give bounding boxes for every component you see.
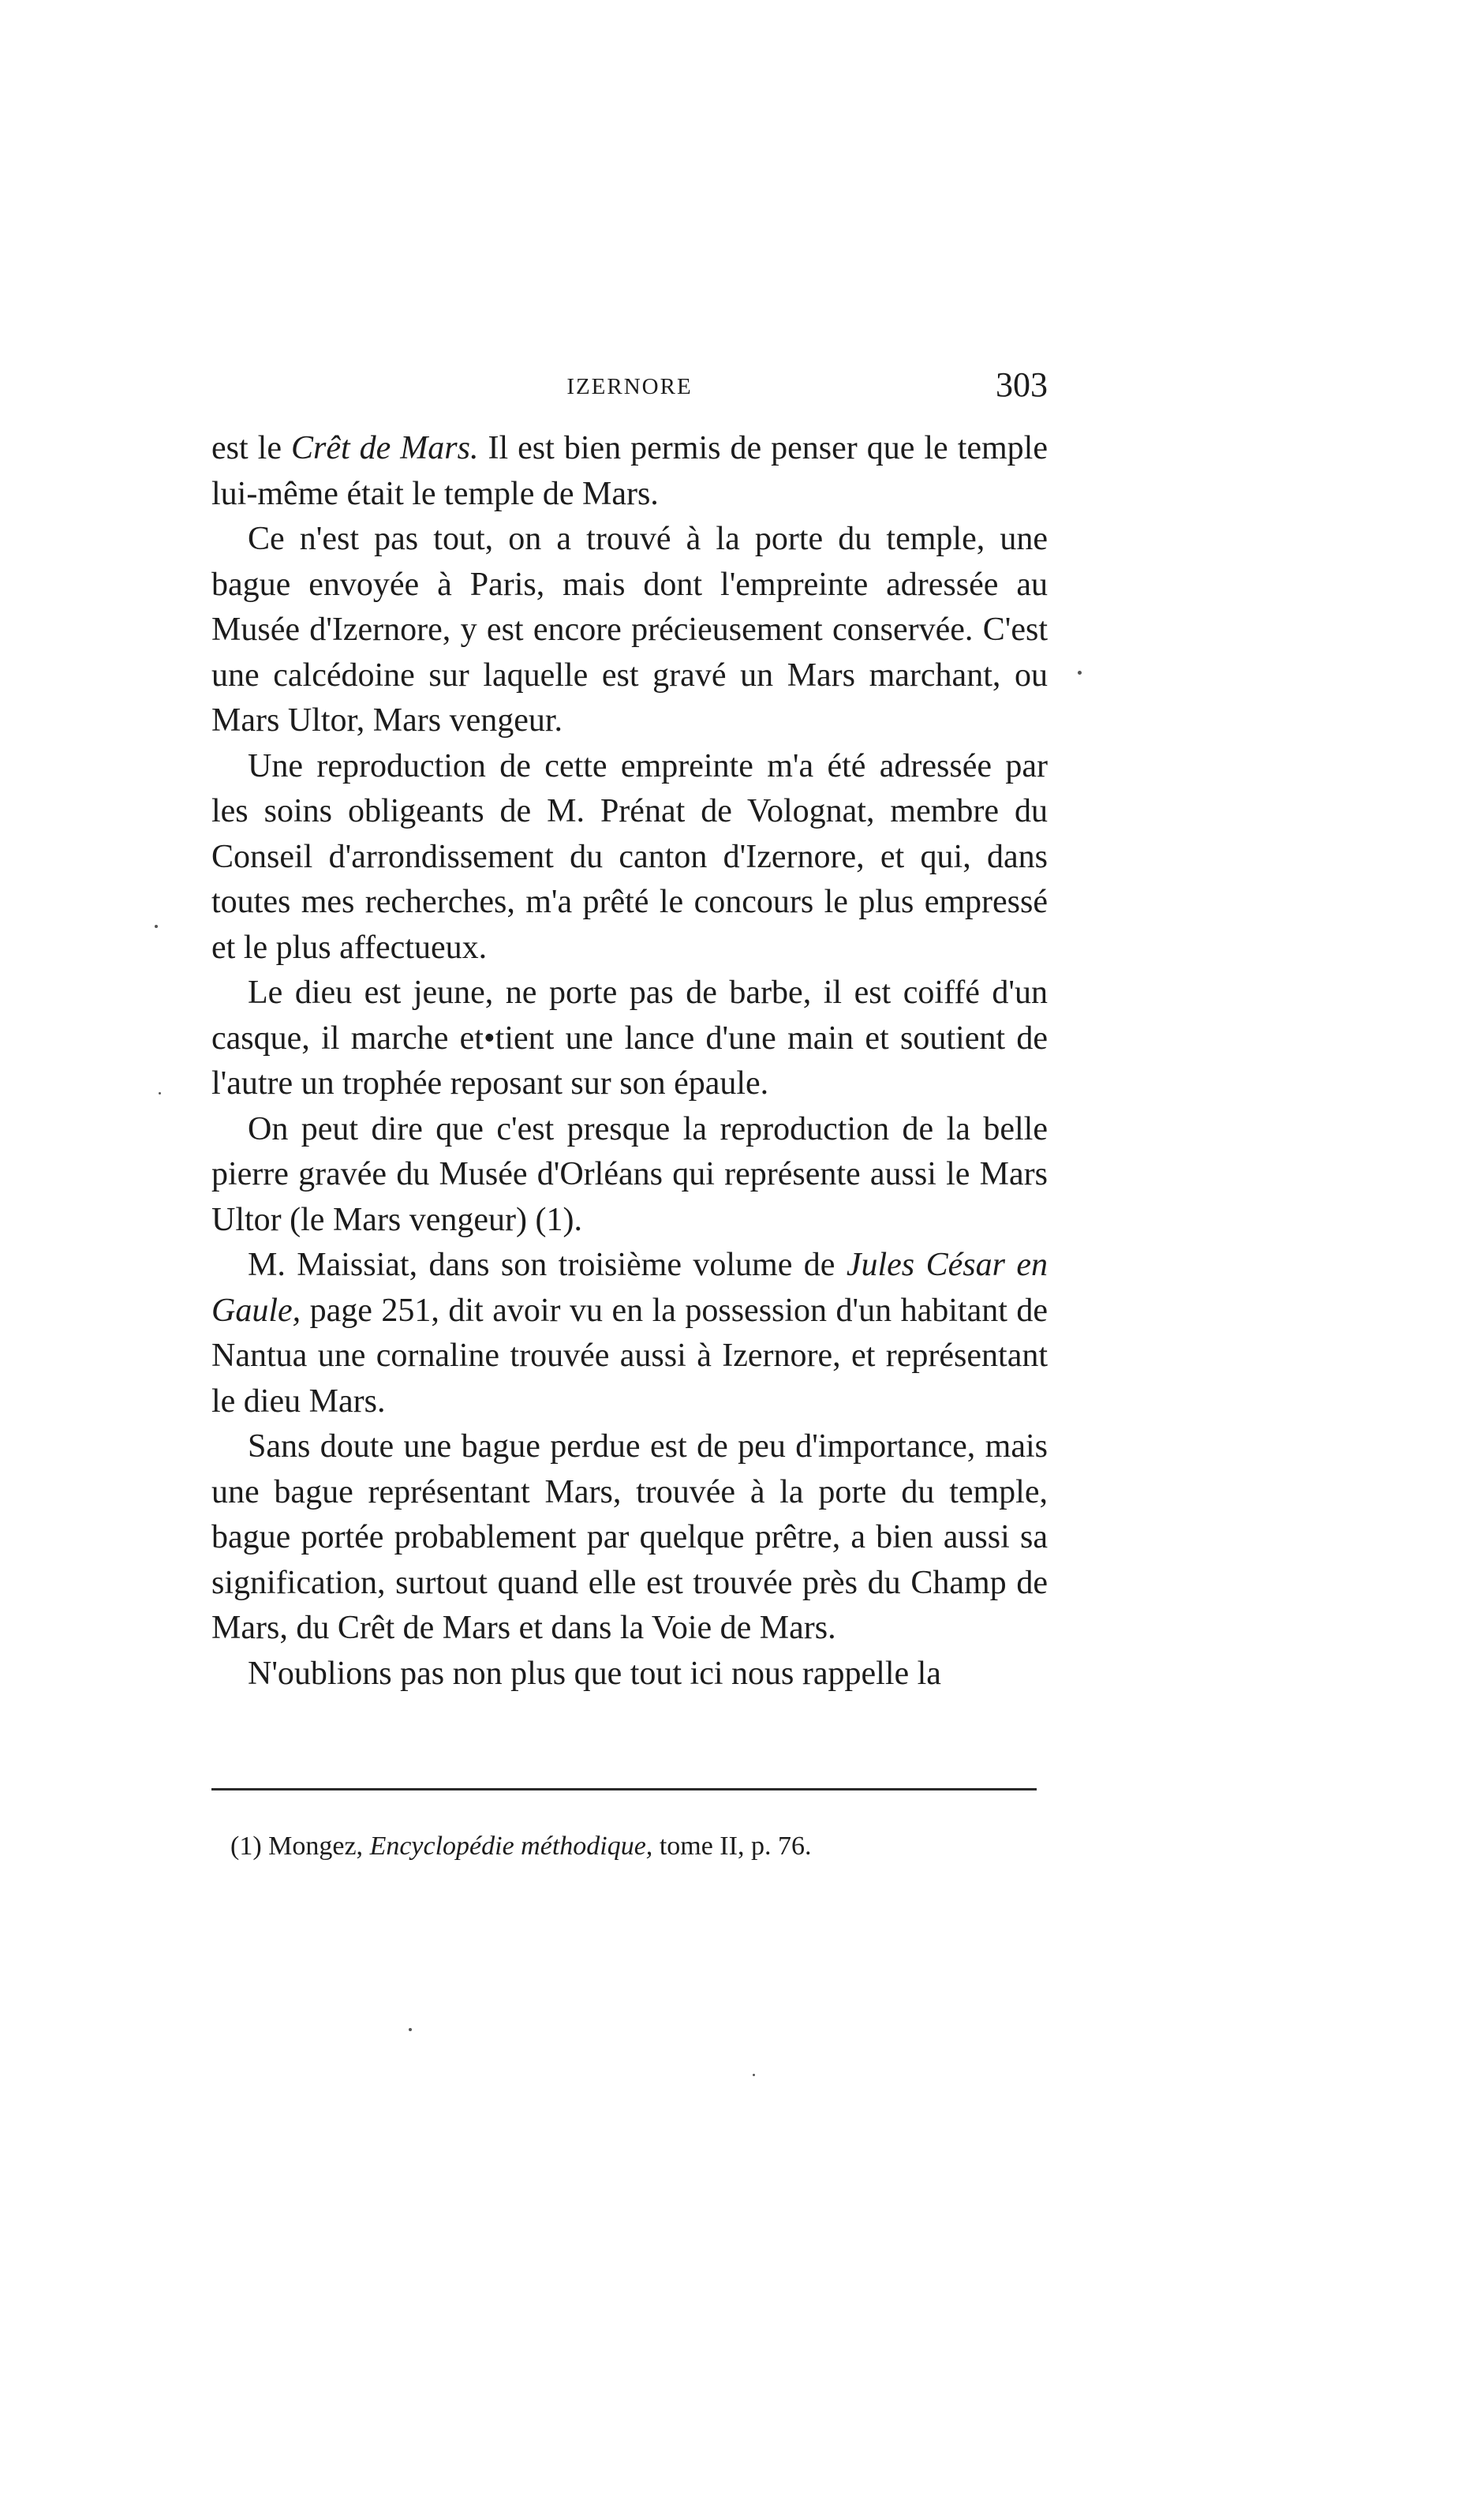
paragraph-1-italic: Crêt de Mars. <box>290 430 479 466</box>
paragraph-6-italic: Jules César en Gaule, <box>211 1247 1048 1329</box>
paragraph-7: Sans doute une bague perdue est de peu d'importance, mais une bague représentant Mars, trouvée à la porte du temple, bague portée probablement par quelque prêtre, a bien aussi sa signification, surtout quand elle est trouvée près du Champ de Mars, du Crêt de Mars et dans la Voie de Mars. <box>211 1428 1048 1646</box>
paragraph-8: N'oublions pas non plus que tout ici nous rappelle la <box>248 1655 941 1692</box>
footnote <box>230 1829 1043 1864</box>
footnote-rule <box>211 1788 1037 1790</box>
page-number: 303 <box>996 365 1048 404</box>
paragraph-2: Ce n'est pas tout, on a trouvé à la porte du temple, une bague envoyée à Paris, mais dont l'empreinte adressée au Musée d'Izernore, y est encore précieusement conservée. C'est une calcédoine sur laquelle est gravé un Mars marchant, ou Mars Ultor, Mars vengeur. <box>211 521 1048 739</box>
paragraph-5: On peut dire que c'est presque la reproduction de la belle pierre gravée du Musée d'Orléans qui représente aussi le Mars Ultor (le Mars vengeur) (1). <box>211 1110 1048 1238</box>
paragraph-6 <box>211 1243 1048 1424</box>
paragraph-1-end: Il est bien permis de penser que le temple lui-même était le temple de Mars. <box>211 430 1048 512</box>
paragraph-4: Le dieu est jeune, ne porte pas de barbe, il est coiffé d'un casque, il marche et•tient une lance d'une main et soutient de l'autre un trophée reposant sur son épaule. <box>211 975 1048 1102</box>
body-text <box>211 426 1048 1697</box>
running-head <box>211 365 1048 412</box>
print-speck <box>159 1092 161 1094</box>
paragraph-3: Une reproduction de cette empreinte m'a été adressée par les soins obligeants de M. Prénat de Volognat, membre du Conseil d'arrondissement du canton d'Izernore, et qui, dans toutes mes recherches, m'a prêté le concours le plus empressé et le plus affectueux. <box>211 747 1048 966</box>
footnote-start: (1) Mongez, <box>230 1832 370 1861</box>
print-speck <box>753 2074 755 2076</box>
paragraph-1-start: est le <box>211 430 291 466</box>
print-speck <box>1078 671 1082 675</box>
print-speck <box>409 2028 412 2031</box>
paragraph-6-end: page 251, dit avoir vu en la possession d'un habitant de Nantua une cornaline trouvée aussi à Izernore, et représentant le dieu Mars. <box>211 1292 1048 1420</box>
print-speck <box>155 925 158 928</box>
footnote-end: tome II, p. 76. <box>652 1832 812 1861</box>
footnote-italic: Encyclopédie méthodique, <box>369 1832 653 1861</box>
running-title: IZERNORE <box>566 374 693 399</box>
paragraph-1 <box>211 426 1048 517</box>
paragraph-6-start: M. Maissiat, dans son troisième volume de <box>248 1247 847 1283</box>
